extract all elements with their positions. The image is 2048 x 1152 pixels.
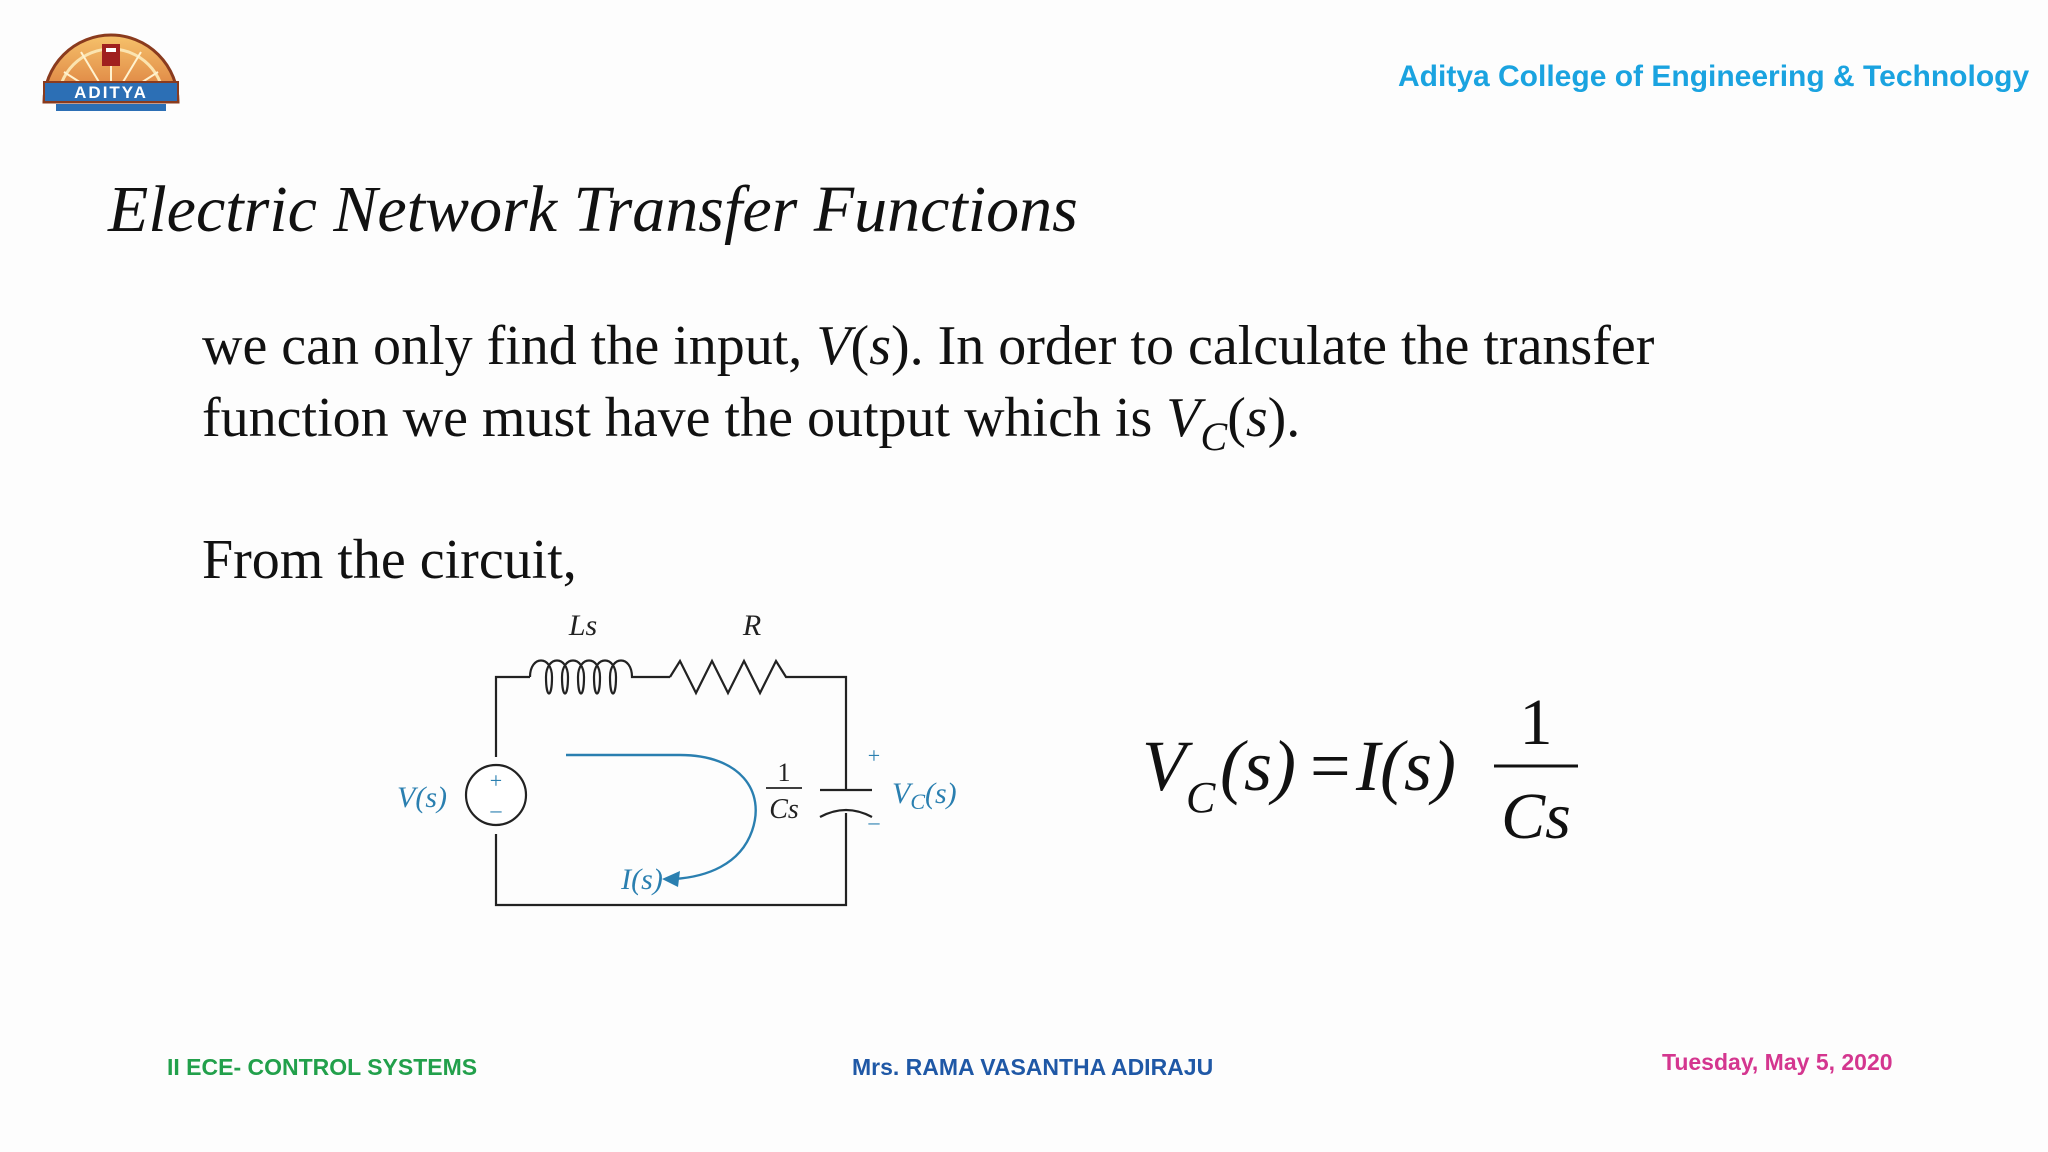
- source-plus: +: [489, 768, 503, 793]
- slide-title: Electric Network Transfer Functions: [108, 173, 1078, 246]
- var-s: s: [1245, 387, 1268, 449]
- logo-wordmark: ADITYA: [74, 83, 148, 102]
- formula-subscript-c: C: [1186, 773, 1216, 822]
- college-name: Aditya College of Engineering & Technology: [1398, 60, 2030, 93]
- var-v: V: [1166, 387, 1201, 449]
- paragraph-line-1: [202, 310, 1654, 382]
- wire-top-left: [496, 677, 530, 720]
- source-minus: –: [490, 797, 502, 822]
- footer-date: Tuesday, May 5, 2020: [1662, 1049, 1893, 1075]
- paragraph-line-2: [202, 382, 1654, 459]
- current-loop-arrow: [566, 755, 756, 879]
- inductor-symbol: [530, 661, 650, 694]
- svg-text:VC(s): [892, 777, 957, 814]
- formula-v: V: [1142, 726, 1186, 806]
- vc-arg: (s): [925, 777, 957, 810]
- vc-subscript: C: [910, 789, 926, 814]
- formula-numerator: 1: [1519, 686, 1553, 759]
- text-run: we can only find the input,: [202, 315, 817, 377]
- text-run: ).: [1267, 387, 1301, 449]
- source-label: V(s): [397, 781, 447, 814]
- var-v: V: [816, 315, 851, 377]
- var-s: s: [869, 315, 891, 377]
- resistor-label: R: [742, 609, 762, 642]
- inductor-label: Ls: [568, 609, 598, 642]
- wire-top-right: [806, 677, 846, 790]
- formula-lhs-arg: (s): [1220, 726, 1296, 806]
- college-logo: [36, 22, 186, 114]
- current-label: I(s): [621, 863, 663, 896]
- vc-minus: –: [868, 809, 880, 834]
- vc-label: V: [892, 777, 911, 810]
- current-arrowhead: [662, 871, 680, 887]
- cap-label-denominator: Cs: [769, 794, 799, 825]
- cap-label-numerator: 1: [777, 758, 791, 787]
- text-run: ). In order to calculate the transfer: [890, 315, 1655, 377]
- formula-equals: =: [1310, 726, 1351, 806]
- footer-author: Mrs. RAMA VASANTHA ADIRAJU: [852, 1054, 1214, 1080]
- text-run: (: [1227, 387, 1246, 449]
- text-run: (: [850, 315, 870, 377]
- vc-plus: +: [867, 743, 881, 768]
- formula-rhs: I(s): [1356, 726, 1456, 806]
- footer-course: II ECE- CONTROL SYSTEMS: [167, 1054, 478, 1080]
- resistor-symbol: [670, 661, 806, 693]
- text-run: function we must have the output which is: [202, 387, 1167, 449]
- rlc-circuit-diagram: [380, 595, 980, 925]
- body-paragraph: [202, 310, 1655, 459]
- transfer-formula: [1120, 680, 1600, 860]
- wire-bottom: [496, 813, 846, 905]
- from-circuit-text: From the circuit,: [202, 529, 577, 591]
- subscript-c: C: [1200, 414, 1228, 459]
- formula-denominator: Cs: [1501, 780, 1571, 853]
